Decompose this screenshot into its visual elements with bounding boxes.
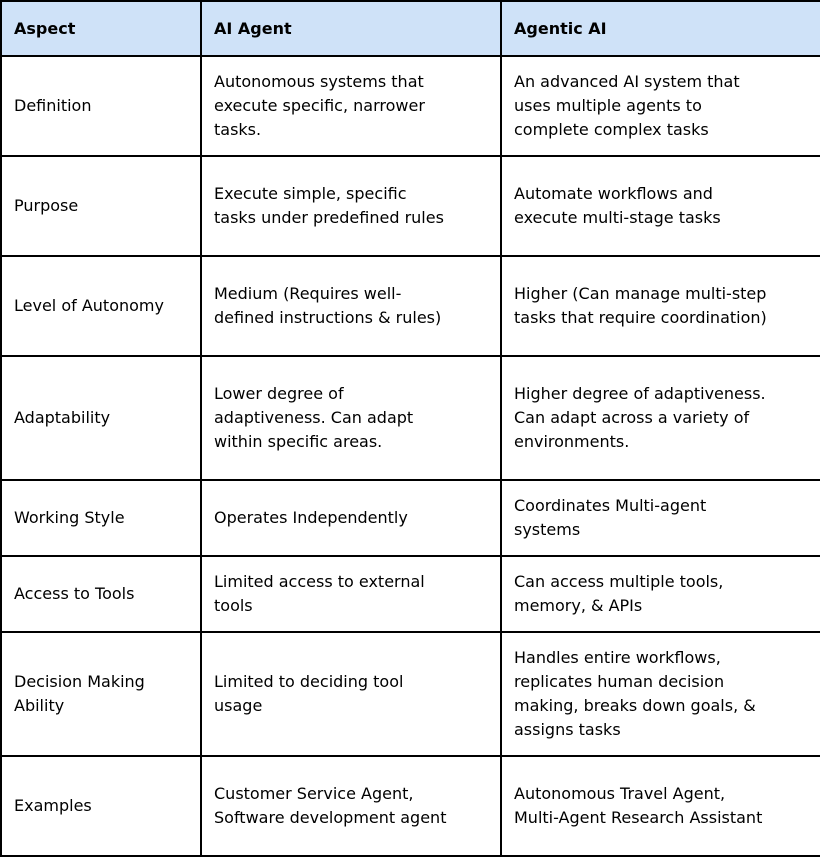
- agentic-ai-cell: Higher (Can manage multi-step tasks that require coordination): [501, 256, 820, 356]
- aspect-cell: Decision Making Ability: [1, 632, 201, 756]
- ai-agent-cell: Limited to deciding tool usage: [201, 632, 501, 756]
- ai-agent-cell: Autonomous systems that execute specific, narrower tasks.: [201, 56, 501, 156]
- table-row: [1, 256, 820, 356]
- ai-agent-cell: Limited access to external tools: [201, 556, 501, 632]
- agentic-ai-cell: Automate workflows and execute multi-stage tasks: [501, 156, 820, 256]
- header-ai-agent: AI Agent: [201, 1, 501, 56]
- aspect-cell: Adaptability: [1, 356, 201, 480]
- agentic-ai-cell: An advanced AI system that uses multiple agents to complete complex tasks: [501, 56, 820, 156]
- ai-agent-cell: Lower degree of adaptiveness. Can adapt within specific areas.: [201, 356, 501, 480]
- agentic-ai-cell: Handles entire workflows, replicates human decision making, breaks down goals, & assigns tasks: [501, 632, 820, 756]
- ai-agent-cell: Customer Service Agent, Software development agent: [201, 756, 501, 856]
- agentic-ai-cell: Coordinates Multi-agent systems: [501, 480, 820, 556]
- header-row: [1, 1, 820, 56]
- table-row: [1, 356, 820, 480]
- table-row: [1, 156, 820, 256]
- aspect-cell: Purpose: [1, 156, 201, 256]
- table-row: [1, 632, 820, 756]
- ai-agent-cell: Execute simple, specific tasks under predefined rules: [201, 156, 501, 256]
- table-row: [1, 556, 820, 632]
- aspect-cell: Access to Tools: [1, 556, 201, 632]
- header-agentic-ai: Agentic AI: [501, 1, 820, 56]
- ai-agent-cell: Medium (Requires well-defined instructions & rules): [201, 256, 501, 356]
- header-aspect: Aspect: [1, 1, 201, 56]
- aspect-cell: Examples: [1, 756, 201, 856]
- table-row: [1, 756, 820, 856]
- table-row: [1, 56, 820, 156]
- agentic-ai-cell: Can access multiple tools, memory, & APIs: [501, 556, 820, 632]
- aspect-cell: Working Style: [1, 480, 201, 556]
- table-row: [1, 480, 820, 556]
- ai-agent-cell: Operates Independently: [201, 480, 501, 556]
- agentic-ai-cell: Higher degree of adaptiveness. Can adapt across a variety of environments.: [501, 356, 820, 480]
- aspect-cell: Definition: [1, 56, 201, 156]
- agentic-ai-cell: Autonomous Travel Agent, Multi-Agent Research Assistant: [501, 756, 820, 856]
- aspect-cell: Level of Autonomy: [1, 256, 201, 356]
